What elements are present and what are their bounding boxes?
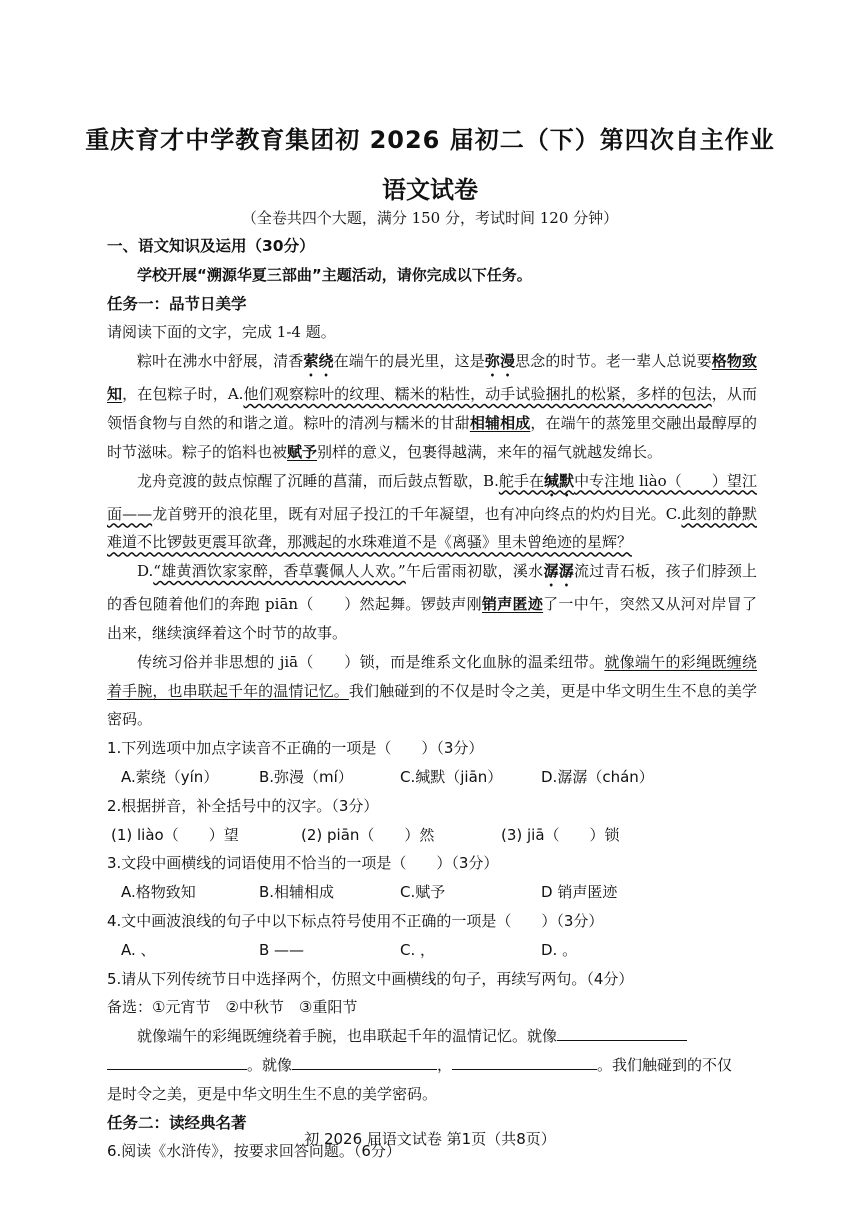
text: 。就像 bbox=[247, 1055, 293, 1074]
underlined-word: 格物致知 bbox=[107, 352, 757, 404]
wavy-sentence-c: 此刻的静默难道不比锣鼓更震耳欲聋，那溅起的水珠难道不是《离骚》里未曾绝迹的星辉？ bbox=[107, 504, 757, 552]
pinyin-item-1[interactable]: (1) liào（ ）望 bbox=[111, 825, 239, 844]
question-5-line-1 bbox=[107, 1022, 757, 1051]
task1-heading: 任务一：品节日美学 bbox=[107, 294, 247, 313]
text: ，从而领悟食物与自然的和谐之道。粽叶的清冽与糯米的甘甜 bbox=[107, 385, 757, 432]
answer-blank-3[interactable] bbox=[292, 1051, 437, 1070]
option-a[interactable]: A.萦绕（yín） bbox=[121, 767, 219, 786]
answer-blank-2[interactable] bbox=[107, 1051, 247, 1070]
text: 了一中午，突然又从河对岸冒了出来，继续演绎着这个时节的故事。 bbox=[107, 595, 757, 642]
pinyin-item-3[interactable]: (3) jiā（ ）锁 bbox=[501, 825, 620, 844]
question-5: 5.请从下列传统节日中选择两个，仿照文中画横线的句子，再续写两句。（4分） bbox=[107, 969, 634, 988]
text: 别样的意义，包裹得越满，来年的福气就越发绵长。 bbox=[317, 442, 663, 461]
task2-heading: 任务二：读经典名著 bbox=[107, 1113, 247, 1132]
passage-paragraph-1 bbox=[107, 347, 757, 466]
question-5-line-2 bbox=[107, 1051, 757, 1080]
question-2: 2.根据拼音，补全括号中的汉字。（3分） bbox=[107, 796, 379, 815]
text: D. bbox=[137, 562, 154, 581]
underlined-word: 销声匿迹 bbox=[481, 595, 544, 614]
pinyin-item-2[interactable]: (2) piān（ ）然 bbox=[301, 825, 435, 844]
question-3: 3.文段中画横线的词语使用不恰当的一项是（ ）（3分） bbox=[107, 854, 499, 873]
text: ，在端午的蒸笼里交融出最醇厚的时节滋味。粽子的馅料也被 bbox=[107, 413, 757, 461]
underlined-sentence: 就像端午的彩绳既缠绕着手腕，也串联起千年的温情记忆。 bbox=[107, 652, 757, 700]
text: 流过青石板，孩子们脖颈上的香包随着他们的奔跑 piān（ ）然起舞。锣鼓声刚 bbox=[107, 562, 757, 614]
option-c[interactable]: C.赋予 bbox=[400, 883, 446, 902]
question-5-line-3: 是时令之美，更是中华文明生生不息的美学密码。 bbox=[107, 1084, 438, 1103]
text: 传统习俗并非思想的 jiā（ ）锁，而是维系文化血脉的温柔纽带。 bbox=[137, 652, 605, 671]
option-b[interactable]: B.相辅相成 bbox=[259, 883, 335, 902]
question-4: 4.文中画波浪线的句子中以下标点符号使用不正确的一项是（ ）（3分） bbox=[107, 911, 604, 930]
underlined-word: 赋予 bbox=[287, 442, 318, 461]
option-b[interactable]: B.弥漫（mí） bbox=[259, 767, 353, 786]
text: 龙舟竞渡的鼓点惊醒了沉睡的菖蒲，而后鼓点暂歇，B. bbox=[137, 471, 499, 490]
option-b[interactable]: B —— bbox=[259, 940, 305, 959]
answer-blank-1[interactable] bbox=[557, 1022, 687, 1041]
question-3-options bbox=[107, 878, 757, 907]
question-1: 1.下列选项中加点字读音不正确的一项是（ ）（3分） bbox=[107, 739, 484, 758]
text: 龙首劈开的浪花里，既有对屈子投江的千年凝望，也有冲向终点的灼灼目光。C. bbox=[152, 504, 682, 523]
question-1-options bbox=[107, 763, 757, 792]
option-d[interactable]: D 销声匿迹 bbox=[541, 883, 618, 902]
text: 粽叶在沸水中舒展，清香 bbox=[137, 352, 304, 371]
passage-paragraph-2 bbox=[107, 467, 757, 558]
wavy-sentence-a: 他们观察粽叶的纹理、糯米的粘性，动手试验捆扎的松紧，多样的包法 bbox=[243, 385, 712, 404]
wavy-sentence-d: “雄黄酒饮家家醉，香草囊佩人人欢。” bbox=[153, 562, 406, 581]
option-a[interactable]: A.格物致知 bbox=[121, 883, 196, 902]
question-4-options bbox=[107, 936, 757, 965]
section-intro: 学校开展“溯源华夏三部曲”主题活动，请你完成以下任务。 bbox=[137, 265, 532, 284]
text: ， bbox=[437, 1055, 453, 1074]
page-footer: 初 2026 届语文试卷 第1页（共8页） bbox=[304, 1130, 556, 1148]
passage-paragraph-4 bbox=[107, 648, 757, 734]
option-c[interactable]: C.缄默（jiān） bbox=[400, 767, 503, 786]
question-6: 6.阅读《水浒传》，按要求回答问题。（6分） bbox=[107, 1142, 401, 1161]
exam-title: 重庆育才中学教育集团初 2026 届初二（下）第四次自主作业 bbox=[85, 126, 775, 154]
question-2-items bbox=[107, 821, 757, 850]
answer-blank-4[interactable] bbox=[452, 1051, 597, 1070]
wavy-sentence-b-start: 舵手在 bbox=[498, 471, 545, 490]
underlined-word: 相辅相成 bbox=[469, 413, 531, 432]
dotted-word: 弥漫 bbox=[484, 352, 516, 371]
task1-instruction: 请阅读下面的文字，完成 1-4 题。 bbox=[107, 323, 336, 342]
option-d[interactable]: D.潺潺（chán） bbox=[541, 767, 654, 786]
wavy-sentence-b-mid: 中专注地 liào（ ）望江面—— bbox=[107, 471, 757, 523]
exam-note: （全卷共四个大题，满分 150 分，考试时间 120 分钟） bbox=[241, 209, 619, 227]
text: 就像端午的彩绳既缠绕着手腕，也串联起千年的温情记忆。就像 bbox=[137, 1027, 558, 1046]
text: 。我们触碰到的不仅 bbox=[597, 1055, 733, 1074]
dotted-word: 缄默 bbox=[544, 471, 575, 490]
option-d[interactable]: D. 。 bbox=[541, 940, 578, 959]
question-5-choices: 备选：①元宵节 ②中秋节 ③重阳节 bbox=[107, 998, 358, 1017]
option-c[interactable]: C. ， bbox=[400, 940, 436, 959]
text: ，在包粽子时，A. bbox=[122, 385, 244, 404]
passage-paragraph-3 bbox=[107, 557, 757, 648]
text: 午后雷雨初歇，溪水 bbox=[405, 562, 544, 581]
option-a[interactable]: A. 、 bbox=[121, 940, 156, 959]
text: 我们触碰到的不仅是时令之美，更是中华文明生生不息的美学密码。 bbox=[107, 681, 757, 729]
exam-subtitle: 语文试卷 bbox=[382, 176, 478, 204]
dotted-word: 萦绕 bbox=[303, 352, 334, 371]
dotted-word: 潺潺 bbox=[543, 562, 574, 581]
section-heading: 一、语文知识及运用（30分） bbox=[107, 237, 315, 255]
text: 在端午的晨光里，这是 bbox=[333, 352, 485, 371]
text: 思念的时节。老一辈人总说要 bbox=[515, 352, 712, 371]
exam-body bbox=[107, 232, 757, 1166]
